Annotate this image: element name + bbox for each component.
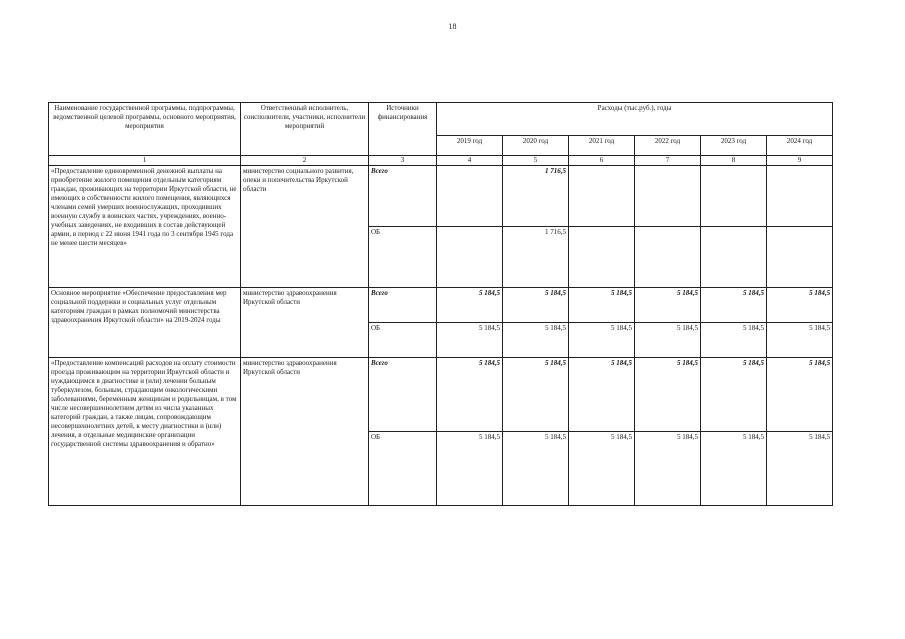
value-cell: 5 184,5 [767,288,833,323]
header-year: 2021 год [569,136,635,156]
column-number: 1 [49,156,241,166]
value-cell: 5 184,5 [701,323,767,358]
value-cell: 1 716,5 [503,166,569,227]
value-cell: 5 184,5 [437,323,503,358]
value-cell: 5 184,5 [767,323,833,358]
value-cell: 5 184,5 [437,288,503,323]
source-label: Всего [369,358,437,432]
value-cell [635,166,701,227]
value-cell [437,227,503,288]
source-label: ОБ [369,227,437,288]
value-cell: 5 184,5 [503,288,569,323]
value-cell: 5 184,5 [437,358,503,432]
value-cell: 5 184,5 [503,323,569,358]
column-number: 5 [503,156,569,166]
value-cell [569,227,635,288]
value-cell: 5 184,5 [503,358,569,432]
header-year: 2019 год [437,136,503,156]
column-number: 4 [437,156,503,166]
value-cell: 5 184,5 [569,288,635,323]
value-cell [767,227,833,288]
value-cell [701,166,767,227]
header-expenses: Расходы (тыс.руб.), годы [437,103,833,136]
source-label: Всего [369,166,437,227]
column-number: 7 [635,156,701,166]
responsible-executor: министерство социального развития, опеки и попечительства Иркутской области [241,166,369,288]
value-cell [569,166,635,227]
measure-description: «Предоставление единовременной денежной выплаты на приобретение жилого помещения отдельным категориям граждан, проживающих на территории Иркутской области, не имеющих в собственности жилого помещения, являющихся членами семей умерших военнослужащих, проходивших военную службу в воинских частях, учреждениях, военно-учебных заведениях, не входивших в состав действующей армии, в период с 22 июня 1941 года по 3 сентября 1945 года не менее шести месяцев» [49,166,241,288]
header-name: Наименование государственной программы, подпрограммы, ведомственной целевой программы, основного мероприятия, мероприятия [49,103,241,156]
column-number: 8 [701,156,767,166]
header-year: 2020 год [503,136,569,156]
value-cell: 5 184,5 [635,288,701,323]
value-cell [635,227,701,288]
responsible-executor: министерство здравоохранения Иркутской области [241,288,369,358]
value-cell: 5 184,5 [569,358,635,432]
value-cell: 5 184,5 [767,358,833,432]
column-number: 2 [241,156,369,166]
value-cell: 5 184,5 [569,323,635,358]
budget-table [48,102,833,506]
column-number: 6 [569,156,635,166]
value-cell [701,227,767,288]
value-cell: 5 184,5 [635,358,701,432]
value-cell: 5 184,5 [437,432,503,506]
header-year: 2022 год [635,136,701,156]
page-number: 18 [448,22,457,31]
value-cell: 5 184,5 [701,432,767,506]
value-cell: 5 184,5 [701,288,767,323]
source-label: ОБ [369,432,437,506]
header-year: 2023 год [701,136,767,156]
value-cell: 5 184,5 [701,358,767,432]
column-number: 3 [369,156,437,166]
measure-description: «Предоставление компенсаций расходов на оплату стоимости проезда проживающим на территории Иркутской области и нуждающимся в диагностике и (или) лечении больным туберкулезом, больным, страдающим онкологическими заболеваниями, беременным женщинам и родильницам, в том числе несовершеннолетним детям из числа указанных категорий граждан, а также лицам, сопровождающим несовершеннолетних детей, к месту диагностики и (или) лечения, в отдельные медицинские организации государственной системы здравоохранения и обратно» [49,358,241,506]
measure-description: Основное мероприятие «Обеспечение предоставления мер социальной поддержки и социальных услуг отдельным категориям граждан в рамках полномочий министерства здравоохранения Иркутской области» на 2019-2024 годы [49,288,241,358]
header-sources: Источники финансирования [369,103,437,156]
value-cell: 5 184,5 [767,432,833,506]
responsible-executor: министерство здравоохранения Иркутской области [241,358,369,506]
source-label: ОБ [369,323,437,358]
value-cell: 5 184,5 [635,323,701,358]
source-label: Всего [369,288,437,323]
value-cell [767,166,833,227]
value-cell: 5 184,5 [635,432,701,506]
value-cell: 5 184,5 [503,432,569,506]
value-cell: 5 184,5 [569,432,635,506]
header-year: 2024 год [767,136,833,156]
value-cell: 1 716,5 [503,227,569,288]
header-responsible: Ответственный исполнитель, соисполнители, участники, исполнители мероприятий [241,103,369,156]
column-number: 9 [767,156,833,166]
value-cell [437,166,503,227]
